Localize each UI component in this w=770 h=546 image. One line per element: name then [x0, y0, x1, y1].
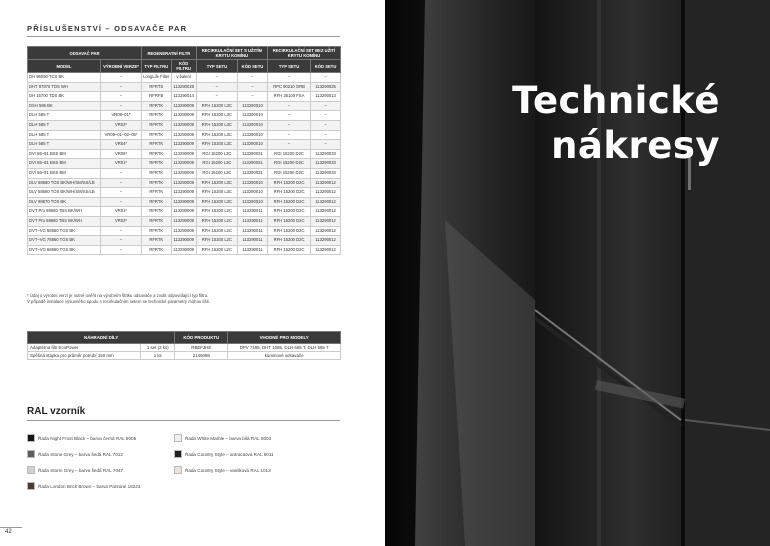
table-cell: – — [196, 73, 237, 83]
model-cell: DSH 586 BK — [28, 101, 101, 111]
table-cell: 113290012 — [311, 178, 341, 188]
table-cell: 113290009 — [171, 159, 196, 169]
model-cell: DH 15700 TDS BK — [28, 92, 101, 102]
table-cell: 113290028 — [171, 82, 196, 92]
table-cell: – — [267, 130, 310, 140]
page-number-rule — [0, 527, 22, 528]
table-cell: RFH 15200 L3C — [196, 101, 237, 111]
table-row — [28, 245, 341, 255]
table-cell: RFRTK — [142, 101, 172, 111]
ral-title: RAL vzorník — [27, 406, 86, 417]
table-cell: RGI 15200 D2C — [267, 159, 310, 169]
table-cell: – — [311, 140, 341, 150]
table-cell: 113290009 — [171, 178, 196, 188]
table-cell: – — [101, 226, 142, 236]
table-cell: – — [311, 130, 341, 140]
model-cell: DLH 585 T — [28, 111, 101, 121]
header-regen-group: REGENERATNÍ FILTR — [142, 47, 197, 60]
table-cell: 113290033 — [311, 149, 341, 159]
table-cell: 113290009 — [171, 216, 196, 226]
table-cell: 113290014 — [171, 92, 196, 102]
table-cell: VR02* — [101, 120, 142, 130]
table-cell: RFRTK — [142, 245, 172, 255]
ral-label: Řada White Marble – barva bílá RAL 9003 — [185, 435, 272, 441]
table-cell: 113290011 — [238, 216, 268, 226]
table-cell: 113290013 — [311, 92, 341, 102]
table-cell: – — [196, 92, 237, 102]
table-cell: – — [101, 101, 142, 111]
ral-item — [174, 434, 271, 442]
header-model: MODEL — [28, 60, 101, 73]
table-row — [28, 352, 341, 360]
table-cell: – — [101, 73, 142, 83]
table-cell: RFH 15200 D2C — [267, 245, 310, 255]
table-cell: – — [101, 178, 142, 188]
table-row — [28, 159, 341, 169]
table-cell: 2146088 — [175, 352, 228, 360]
table-cell: RFH 15200 L2C — [196, 207, 237, 217]
table-cell: 113290009 — [171, 168, 196, 178]
table-cell: VR06* — [101, 149, 142, 159]
table-cell: RFRTK — [142, 207, 172, 217]
hero-title-line-1: Technické — [512, 79, 720, 122]
ral-item — [27, 450, 123, 458]
ral-item — [174, 466, 271, 474]
table-cell: 113290009 — [171, 120, 196, 130]
model-cell: DVI 86–91 BSS BM — [28, 149, 101, 159]
table-cell: RFH 35100 FSA — [267, 92, 310, 102]
table-row — [28, 188, 341, 198]
ral-label: Řada London Brick Brown – barva Pantone 18223 — [38, 483, 141, 489]
ral-item — [174, 450, 274, 458]
table-row — [28, 92, 341, 102]
table-row — [28, 130, 341, 140]
table-cell: VR01* — [101, 207, 142, 217]
table-cell: 113290009 — [171, 149, 196, 159]
color-swatch — [27, 466, 35, 474]
ral-item — [27, 466, 123, 474]
table-cell: RFH 15200 L3C — [196, 197, 237, 207]
footnote-2: V případě instalace výsuvného spodu s recirkulačním setem se technické parametry mohou lišit. — [27, 299, 210, 304]
table-row — [28, 120, 341, 130]
table-cell: RFH 15200 D2C — [267, 236, 310, 246]
table-cell: 113290009 — [171, 207, 196, 217]
table-cell: VR04* — [101, 140, 142, 150]
table-cell: RFRTK — [142, 111, 172, 121]
model-cell: DVI 86–91 BSS BM — [28, 159, 101, 169]
ral-label: Řada Stone Grey – barva šedá RAL 7012 — [38, 451, 123, 457]
table-cell: – — [267, 73, 310, 83]
table-cell: RFRTK — [142, 168, 172, 178]
table-cell: – — [101, 245, 142, 255]
spare-parts-table — [27, 331, 341, 360]
table-cell: RFH 15200 D2C — [267, 226, 310, 236]
table-cell: – — [101, 197, 142, 207]
table-cell: RGI 15200 D2C — [267, 149, 310, 159]
header-hood-group: ODSAVAČ PAR — [28, 47, 142, 60]
table-cell: RFRTK — [142, 188, 172, 198]
table-cell: 113290011 — [238, 207, 268, 217]
table-cell: RFH 15200 L2C — [196, 216, 237, 226]
table-cell: RFH 15200 L3C — [196, 188, 237, 198]
table-cell: RFH 15200 D2C — [267, 207, 310, 217]
table-cell: RBEFJHE — [175, 344, 228, 352]
model-cell: DVT Pro 68560 TBS BK/WH — [28, 207, 101, 217]
header-set-type: TYP SETU — [196, 60, 237, 73]
table-cell: 113290012 — [311, 197, 341, 207]
table-cell: 113290031 — [238, 149, 268, 159]
table-cell: RFRTK — [142, 120, 172, 130]
table-cell: – — [267, 120, 310, 130]
table-row — [28, 216, 341, 226]
table-cell: 113290009 — [171, 130, 196, 140]
table-row — [28, 236, 341, 246]
hero-title — [512, 78, 720, 168]
hero-title-line-2: nákresy — [551, 124, 720, 167]
table-cell: 113290009 — [171, 140, 196, 150]
table-cell: RFRTK — [142, 197, 172, 207]
table-cell: v balení — [171, 73, 196, 83]
section-divider — [27, 36, 340, 37]
header-set-code: KÓD SETU — [238, 60, 268, 73]
table-cell: Spěšná stapka pro průměr potrubí 150 mm — [28, 352, 141, 360]
table-cell: RFH 15200 L3C — [196, 111, 237, 121]
table-row — [28, 140, 341, 150]
section-title: PŘÍSLUŠENSTVÍ – ODSAVAČE PAR — [27, 24, 188, 33]
table-cell: 1 set (2 ks) — [141, 344, 175, 352]
table-cell: VR01* — [101, 159, 142, 169]
table-cell: 113290033 — [311, 159, 341, 169]
table-cell: RFH 15200 L2C — [196, 245, 237, 255]
table-cell: RFRTK — [142, 159, 172, 169]
table-cell: 113290011 — [238, 245, 268, 255]
accessories-table-body — [28, 73, 341, 255]
table-cell: – — [101, 188, 142, 198]
table-cell: 113290010 — [238, 111, 268, 121]
table-cell: RGI 15200 L3C — [196, 159, 237, 169]
model-cell: DLH 585 T — [28, 120, 101, 130]
table-cell: 113290010 — [238, 140, 268, 150]
right-page-photo — [385, 0, 770, 546]
table-cell: RFH 15200 L2C — [196, 236, 237, 246]
table-cell: – — [267, 140, 310, 150]
ral-item — [27, 434, 136, 442]
table-cell: 1 ks — [141, 352, 175, 360]
table-cell: RPC 90210 ORB — [267, 82, 310, 92]
header-set-type-2: TYP SETU — [267, 60, 310, 73]
table-cell: – — [196, 82, 237, 92]
table-row — [28, 73, 341, 83]
table-cell: RFRTS — [142, 82, 172, 92]
table-cell: RFRTK — [142, 216, 172, 226]
table-cell: 113290009 — [171, 236, 196, 246]
table-cell: – — [311, 101, 341, 111]
model-cell: DVT–VG 58660 TGS BK — [28, 245, 101, 255]
table-cell: RFH 15200 D2C — [267, 197, 310, 207]
table-cell: 113290009 — [171, 111, 196, 121]
page-number: 42 — [5, 529, 12, 535]
model-cell: DLV 98870 TOS BK — [28, 197, 101, 207]
header-product-code: KÓD PRODUKTU — [175, 332, 228, 344]
color-swatch — [27, 434, 35, 442]
ral-label: Řada Storm Grey – barva šedá RAL 7047 — [38, 467, 124, 473]
table-cell: RFRTK — [142, 236, 172, 246]
table-cell: 113290009 — [171, 226, 196, 236]
table-cell: 113290025 — [311, 82, 341, 92]
table-cell: 113290010 — [238, 178, 268, 188]
table-cell: – — [101, 92, 142, 102]
table-cell: RFRTK — [142, 178, 172, 188]
table-row — [28, 149, 341, 159]
ral-divider — [27, 420, 340, 421]
table-row — [28, 111, 341, 121]
table-cell: 113290009 — [171, 245, 196, 255]
table-cell: LongLife Filter — [142, 73, 172, 83]
model-cell: DHT 97870 TDS WH — [28, 82, 101, 92]
table-row — [28, 82, 341, 92]
table-cell: RFRTK — [142, 226, 172, 236]
table-cell: 113290033 — [311, 168, 341, 178]
table-cell: – — [238, 73, 268, 83]
model-cell: DVT Pro 68660 TBS BK/WH — [28, 216, 101, 226]
table-cell: – — [238, 82, 268, 92]
table-cell: RFH 15200 D2C — [267, 178, 310, 188]
header-filter-type: TYP FILTRU — [142, 60, 172, 73]
model-cell: DVI 56–91 BSS BM — [28, 168, 101, 178]
table-cell: 113290010 — [238, 197, 268, 207]
table-cell: VR08–01* — [101, 111, 142, 121]
table-cell: RFH 15200 L3C — [196, 178, 237, 188]
header-version: VÝROBNÍ VERZE* — [101, 60, 142, 73]
table-cell: RGI 15200 D2C — [267, 168, 310, 178]
table-row — [28, 168, 341, 178]
table-cell: 113290012 — [311, 236, 341, 246]
table-cell: Adaptérna filtr EcoPower — [28, 344, 141, 352]
model-cell: DVT–VG 58560 TGS BK — [28, 226, 101, 236]
table-cell: RFRTK — [142, 130, 172, 140]
table-cell: – — [311, 73, 341, 83]
model-cell: DLH 585 T — [28, 140, 101, 150]
color-swatch — [27, 482, 35, 490]
table-row — [28, 197, 341, 207]
table-cell: RFH 15200 L3C — [196, 140, 237, 150]
table-cell: RFH 15200 L3C — [196, 130, 237, 140]
model-cell: DLV 68560 TOS BK/WH/SM/SS/LB — [28, 178, 101, 188]
ral-item — [27, 482, 140, 490]
table-cell: RFRTK — [142, 140, 172, 150]
color-swatch — [174, 450, 182, 458]
ral-label: Řada Country Style – vanilková RAL 1013 — [185, 467, 271, 473]
table-cell: – — [267, 101, 310, 111]
footnote-1: * Údaj o výrobní verzi je nutné ověřit na výrobním štítku odsavače a zvolit odpovídající typ filtru. — [27, 293, 209, 298]
table-cell: 113290011 — [238, 236, 268, 246]
table-cell: 113290031 — [238, 168, 268, 178]
table-cell: RFRFB — [142, 92, 172, 102]
table-cell: VR02* — [101, 216, 142, 226]
table-cell: RFH 15200 D2C — [267, 188, 310, 198]
header-suitable-models: VHODNÉ PRO MODELY — [228, 332, 341, 344]
header-spare-parts: NÁHRADNÍ DÍLY — [28, 332, 175, 344]
color-swatch — [27, 450, 35, 458]
table-cell: 113290012 — [311, 207, 341, 217]
table-cell: RFRTK — [142, 149, 172, 159]
table-row — [28, 226, 341, 236]
table-cell: – — [267, 111, 310, 121]
header-filter-code: KÓD FILTRU — [171, 60, 196, 73]
table-cell: – — [238, 92, 268, 102]
table-cell: 113290010 — [238, 101, 268, 111]
table-cell: – — [101, 168, 142, 178]
table-row — [28, 344, 341, 352]
table-cell: – — [101, 236, 142, 246]
table-row — [28, 101, 341, 111]
table-cell: 113290011 — [238, 226, 268, 236]
table-cell: RFH 15200 L3C — [196, 120, 237, 130]
model-cell: DLV 58560 TOS BK/WH/SM/SS/LB — [28, 188, 101, 198]
table-cell: VR09–01–02–05* — [101, 130, 142, 140]
table-cell: – — [311, 111, 341, 121]
table-cell: 113290031 — [238, 159, 268, 169]
table-cell: RFH 15200 L2C — [196, 226, 237, 236]
model-cell: DH 96050 TCS BK — [28, 73, 101, 83]
table-cell: 113290010 — [238, 120, 268, 130]
table-cell: 113290010 — [238, 130, 268, 140]
table-cell: 113290012 — [311, 226, 341, 236]
table-cell: 113290012 — [311, 216, 341, 226]
table-cell: 113290012 — [311, 245, 341, 255]
header-recirc-no-group: RECIRKULAČNÍ SET BEZ UŽITÍ KRYTU KOMÍNU — [267, 47, 340, 60]
table-cell: 113290012 — [311, 188, 341, 198]
table-cell: 113290009 — [171, 188, 196, 198]
accessories-table — [27, 46, 341, 255]
color-swatch — [174, 466, 182, 474]
table-cell: 113290009 — [171, 197, 196, 207]
ral-label: Řada Country Style – antracitová RAL 9011 — [185, 451, 274, 457]
table-cell: RGI 15200 L3C — [196, 168, 237, 178]
table-cell: DPV 7185, DHT 1085, DLH 665 T, DLH 585 T — [228, 344, 341, 352]
color-swatch — [174, 434, 182, 442]
model-cell: DLH 585 T — [28, 130, 101, 140]
footnotes — [27, 293, 347, 305]
table-row — [28, 178, 341, 188]
header-recirc-group: RECIRKULAČNÍ SET S UŽITÍM KRYTU KOMÍNU — [196, 47, 267, 60]
table-cell: RFH 15200 D2C — [267, 216, 310, 226]
table-cell: 113290010 — [238, 188, 268, 198]
table-cell: RGI 15200 L3C — [196, 149, 237, 159]
table-cell: 113290009 — [171, 101, 196, 111]
header-set-code-2: KÓD SETU — [311, 60, 341, 73]
table-row — [28, 207, 341, 217]
table-cell: – — [311, 120, 341, 130]
model-cell: DVT–VG 78860 TGS BK — [28, 236, 101, 246]
ral-label: Řada Night Frost Black – barva černá RAL 9005 — [38, 435, 137, 441]
table-cell: kuminové odsavače — [228, 352, 341, 360]
table-cell: – — [101, 82, 142, 92]
